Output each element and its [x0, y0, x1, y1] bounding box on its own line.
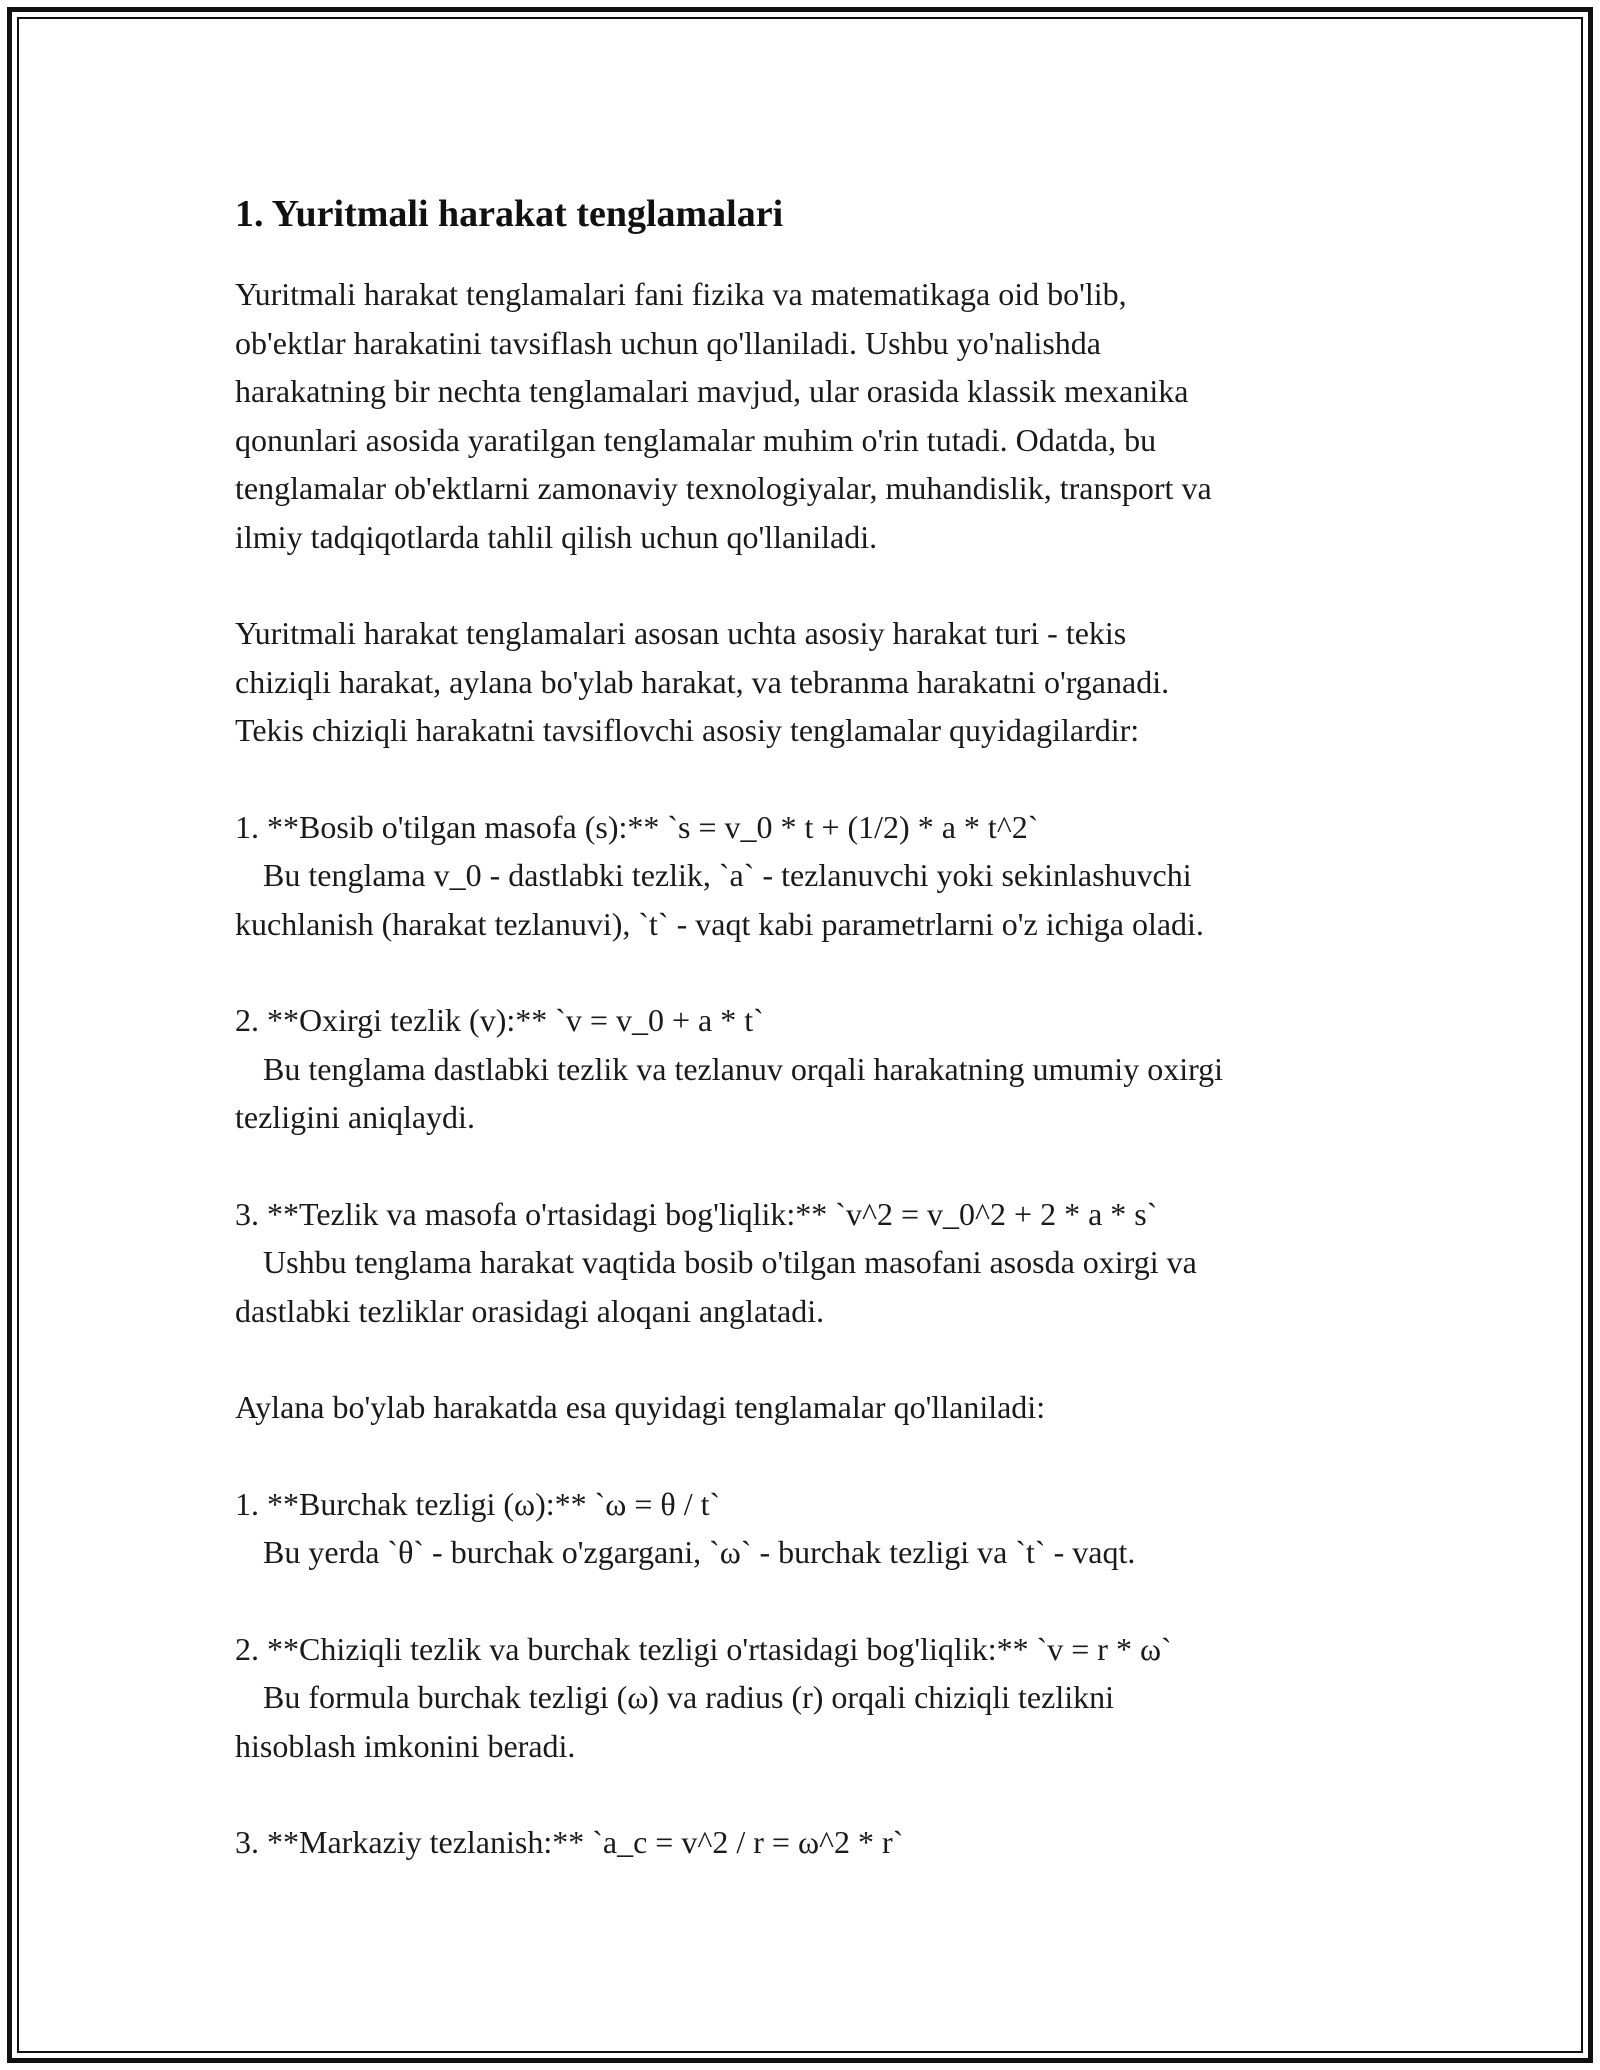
circular-equation-3	[235, 1818, 1395, 1867]
document-body	[235, 190, 1395, 1915]
circular-equation-1	[235, 1480, 1395, 1577]
equation-heading: 3. **Markaziy tezlanish:** `a_c = v^2 / r = ω^2 * r`	[235, 1824, 904, 1860]
intro-paragraph	[235, 270, 1395, 561]
equation-description-cont: dastlabki tezliklar orasidagi aloqani anglatadi.	[235, 1292, 825, 1329]
equation-description-cont: tezligini aniqlaydi.	[235, 1099, 475, 1135]
equation-description: Ushbu tenglama harakat vaqtida bosib o'tilgan masofani asosda oxirgi va	[263, 1244, 1197, 1280]
motion-types-line: chiziqli harakat, aylana bo'ylab harakat, va tebranma harakatni o'rganadi.	[235, 663, 1170, 700]
circular-intro: Aylana bo'ylab harakatda esa quyidagi tenglamalar qo'llaniladi:	[235, 1389, 1046, 1425]
intro-line: ilmiy tadqiqotlarda tahlil qilish uchun qo'llaniladi.	[235, 518, 878, 555]
intro-line: tenglamalar ob'ektlarni zamonaviy texnologiyalar, muhandislik, transport va	[235, 470, 1212, 506]
equation-description-cont: hisoblash imkonini beradi.	[235, 1727, 576, 1764]
equation-description: Bu formula burchak tezligi (ω) va radius (r) orqali chiziqli tezlikni	[263, 1679, 1114, 1715]
linear-equation-2	[235, 996, 1395, 1142]
equation-heading: 3. **Tezlik va masofa o'rtasidagi bog'liqlik:** `v^2 = v_0^2 + 2 * a * s`	[235, 1195, 1158, 1232]
linear-equation-1	[235, 803, 1395, 949]
intro-line: qonunlari asosida yaratilgan tenglamalar muhim o'rin tutadi. Odatda, bu	[235, 421, 1157, 458]
equation-heading: 2. **Oxirgi tezlik (v):** `v = v_0 + a * t`	[235, 1002, 764, 1038]
motion-types-line: Yuritmali harakat tenglamalari asosan uchta asosiy harakat turi - tekis	[235, 615, 1127, 651]
equation-description-cont: kuchlanish (harakat tezlanuvi), `t` - vaqt kabi parametrlarni o'z ichiga oladi.	[235, 905, 1204, 942]
equation-heading: 2. **Chiziqli tezlik va burchak tezligi o'rtasidagi bog'liqlik:** `v = r * ω`	[235, 1630, 1172, 1667]
equation-heading: 1. **Burchak tezligi (ω):** `ω = θ / t`	[235, 1485, 721, 1522]
equation-description: Bu yerda `θ` - burchak o'zgargani, `ω` - burchak tezligi va `t` - vaqt.	[263, 1534, 1136, 1570]
linear-equation-3	[235, 1190, 1395, 1336]
equation-heading: 1. **Bosib o'tilgan masofa (s):** `s = v_0 * t + (1/2) * a * t^2`	[235, 808, 1039, 845]
circular-equation-2	[235, 1625, 1395, 1771]
motion-types-paragraph	[235, 609, 1395, 755]
equation-description: Bu tenglama dastlabki tezlik va tezlanuv orqali harakatning umumiy oxirgi	[263, 1050, 1224, 1087]
intro-line: harakatning bir nechta tenglamalari mavjud, ular orasida klassik mexanika	[235, 373, 1189, 409]
motion-types-line: Tekis chiziqli harakatni tavsiflovchi asosiy tenglamalar quyidagilardir:	[235, 712, 1140, 748]
equation-description: Bu tenglama v_0 - dastlabki tezlik, `a` - tezlanuvchi yoki sekinlashuvchi	[263, 857, 1192, 893]
document-title: 1. Yuritmali harakat tenglamalari	[235, 193, 784, 235]
intro-line: ob'ektlar harakatini tavsiflash uchun qo'llaniladi. Ushbu yo'nalishda	[235, 324, 1101, 361]
intro-line: Yuritmali harakat tenglamalari fani fizika va matematikaga oid bo'lib,	[235, 276, 1127, 312]
